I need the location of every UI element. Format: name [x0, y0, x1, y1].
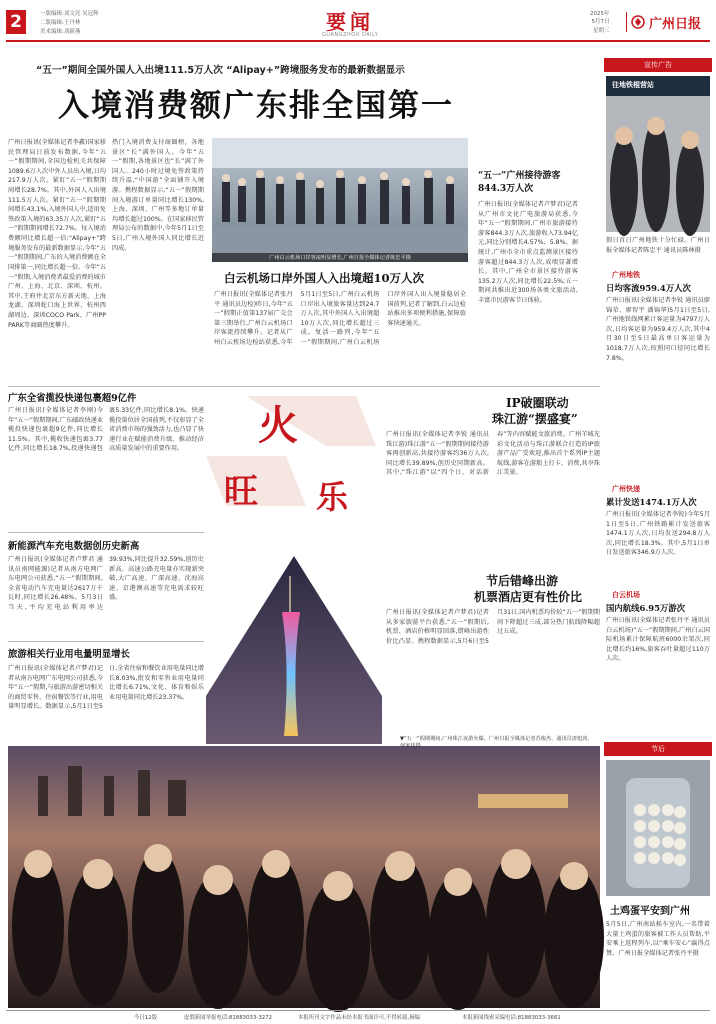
left-art1-title: 广东全省揽投快递包裹超9亿件 — [8, 393, 137, 404]
right-col1-title: “五一”广州接待游客844.3万人次 — [478, 171, 561, 194]
airport-photo-caption: 广州白云机场口岸客流明显增长,广州日报全媒体记者陈忠平摄 — [212, 253, 468, 262]
sidebar-label-ad-text: 宣传广告 — [644, 61, 672, 69]
ip-article-title-2: 珠江游“摆盛宴” — [492, 412, 578, 426]
col1-text: 广州日报讯(全媒体记者李鑫)国家移民管理局日前发布数据,今年“五一”假期期间,全国边检机关共保障1089.6万人次中外人员出入境,日均217.9万人次。紧盯“五一”假期期间增长28.7%。其中,外国人入出境111.5万人次。紧盯“五一”假期期间增长43.1%,入境外国人中,适用免签政策入境的63.35万人次,紧盯“五一”假期期间增长72.7%。每入境消费额同比增长超一倍:“Alipay+”跨境服务发布的最新数据显示,今年“五一”假期期间,广东的入境消费额在全国排第一,同比增长超一倍。今年“五一”假期,入境消费者最爱消费的城市广州、上海、北京、深圳、杭州。其中,王府井北京东方新天地、上海龙湖、深圳蛇口海上世界、杭州西湖周边、深圳COCO Park、广州PP PARK等商圈热度攀升。 — [8, 139, 106, 329]
crowd-photo — [8, 736, 600, 1008]
paper-logo — [626, 12, 711, 32]
date-line: 星期三 — [592, 27, 610, 34]
page-number-badge — [6, 10, 26, 34]
egg-photo-illustration — [606, 760, 710, 896]
divider — [8, 532, 204, 533]
holiday-body: 广州日报讯(全媒体记者卢梦君)记者从多家旅游平台获悉,“五一”假期后,机票、酒店价格明显回落,错峰出游性价比凸显。携程数据显示,5月6日至5月31日,国内机票均价较“五一”假期期间下降超过三成,部分热门航线降幅超过五成。 — [386, 609, 600, 645]
sidebar-label-post — [604, 742, 712, 756]
mid-article-body: 广州日报讯(全媒体记者张丹平 通讯员边检)昨日,今年“五一”假期正值第137届广交会第三期举行,广州白云机场口岸客流持续攀升。记者从广州白云机场边检站获悉,今年5月1日至5日,广州白云机场口岸出入境旅客量达到24.7万人次,其中外国人入出境超10万人次,同比增长超过三成。复活一路列,今年“五一”假期期间,广州白云机场口岸外国人出入境量稳居全国前列,记者了解到,白云边检站推出多项便利措施,保障旅客快速通关。 — [214, 291, 466, 347]
metro-caption: 假日首日广州地铁十分忙碌。广州日报全媒体记者陈忠平 通讯员陈林摄 — [606, 237, 710, 254]
express-headline: 累计发送1474.1万人次 — [606, 497, 697, 507]
editor-line: 一版编辑:刘文亮 吴冠辉 — [40, 11, 99, 17]
paper-name: 广州日报 — [649, 17, 702, 32]
canton-tower-photo — [206, 556, 382, 744]
lead-headline: 入境消费额广东排全国第一 — [58, 88, 454, 124]
express-title: 广州快递 — [612, 485, 640, 493]
express-body: 广州日报讯(全媒体记者李锐)今年5月1日至5日,广州铁路累计发送旅客1474.1万人次,日均发送294.8万人次,同比增长18.3%。其中,5月1日单日发送旅客346.9万人次。 — [606, 511, 710, 557]
editor-line: 美术编辑:刘新燕 — [40, 28, 81, 35]
col2-text: 热门入境消费支付商圈榜。各地景区“长”满外国人。今年“五一”假期,各地景区也“长”满了外国人。240小时过境免签政策持续升温,“中国游”全面铺开入境游。携程数据显示,“五一”假期期间入境游订单量同比增长130%,上海、深圳、广州等多地订单量均增长超过100%。在国家移民管理局公布的数据中,今年5月1日至5日,广州入境外国人同比增长近四成。 — [112, 139, 204, 252]
airport-body: 广州日报讯(全媒体记者张丹平 通讯员白云机场)“五一”假期期间,广州白云国际机场累计保障航班6000余架次,同比增长约16%,旅客吞吐量超过110万人次。 — [606, 617, 710, 663]
lead-kicker: “五一”期间全国外国人入出境111.5万人次 “Alipay+”跨境服务发布的最新数据显示 — [36, 65, 405, 76]
metro-photo — [606, 76, 710, 232]
airport-title: 白云机场 — [612, 591, 640, 599]
divider — [8, 641, 204, 642]
section-title: 要闻 — [326, 10, 374, 34]
holiday-title-1: 节后错峰出游 — [486, 574, 559, 588]
metro-body: 广州日报讯(全媒体记者李锐 通讯员廖锦荣、廖智宇 潘锦华)5月1日至5日,广州地铁线网累计客运量为4797万人次,日均客运量为959.4万人次,其中4月30日至5日最高单日客运量为1018.7万人次,按照同口径同比增长7.8%。 — [606, 297, 710, 362]
airport-photo — [212, 138, 468, 262]
mid-article-title: 白云机场口岸外国人入出境超10万人次 — [224, 271, 425, 285]
date-block — [590, 10, 610, 35]
left-art1-body: 广州日报讯(全媒体记者李刚)今年“五一”假期期间,广东邮政快递业揽投快递包裹超9亿件,同比增长11.5%。其中,揽收快递包裹3.77亿件,同比增长18.7%,投递快递包裹5.33亿件,同比增长8.1%。快递揽投量位居全国前列,不仅彰显了全省消费市场的强劲活力,也凸显了快递行业在赋能消费升级、推动经济高质量发展中的重要作用。 — [8, 407, 204, 453]
sidebar-label-post-text: 节后 — [651, 745, 665, 753]
egg-photo — [606, 760, 710, 896]
festive-banner — [206, 386, 378, 556]
left-art3-body: 广州日报讯(全媒体记者卢梦君)记者从南方电网广东电网公司获悉,今年“五一”假期,与旅游出游密切相关的商贸零售、住宿餐饮等行业,用电量明显增长。数据显示,5月1日至5日,全省住宿和餐饮业用电量同比增长8.03%,批发和零售业用电量同比增长6.71%,文化、体育和娱乐业用电量同比增长23.37%。 — [8, 665, 204, 711]
footer-mid1: 虚假新闻举报电话:81883033-3272 — [184, 1015, 273, 1021]
banner-char-le: 乐 — [316, 478, 349, 516]
page-number: 2 — [10, 12, 22, 32]
left-art3-title: 旅游相关行业用电量明显增长 — [8, 649, 130, 660]
date-line: 5月7日 — [591, 19, 610, 26]
masthead-divider — [6, 40, 710, 42]
footer-mid2: 本报所刊文字作品未经本报书面许可,不得转载,摘编 — [298, 1015, 421, 1021]
banner-char-huo: 火 — [258, 402, 298, 449]
ip-article-title-1: IP破圈联动 — [506, 396, 569, 410]
right-col1-body: 广州日报讯(全媒体记者卢梦君)记者从广州市文化广电旅游局获悉,今年“五一”假期期间,广州市旅游接待游客844.3万人次,旅游收入73.94亿元,同比分别增长4.57%、5.8%。据统计,广州市全市重点监测景区接待游客超过844.3万人次,成绩显著增长。其中,广州全市景区接待游客135.2万人次,同比增长22.5%;五一期间共推出近300场各类文旅活动,丰富市民游客节日体验。 — [478, 201, 578, 305]
left-art2-body: 广州日报讯(全媒体记者卢梦君 通讯员南网能源)记者从南方电网广东电网公司获悉,“五一”假期期间,全省电动汽车充电量达2617万千瓦时,同比增长26.48%。5月3日当天,平均充电站利用率达39.93%,同比提升32.59%,创历史新高。高速公路充电量亦实现新突破,大广高速、广深高速、沈海高速、京港澳高速等充电需求较旺盛。 — [8, 556, 204, 612]
crowd-night-illustration — [8, 746, 600, 1008]
editor-line: 二版编辑:王丹林 — [40, 19, 81, 26]
egg-title: 土鸡蛋平安到广州 — [610, 906, 690, 917]
airport-headline: 国内航线6.95万游次 — [606, 603, 686, 613]
footer-right: 本报新闻线索采编电话:81883033-3661 — [462, 1015, 561, 1021]
editor-list — [40, 10, 99, 36]
metro-sign: 往地铁棍营站 — [612, 81, 654, 89]
left-art2-title: 新能源汽车充电数据创历史新高 — [8, 541, 140, 552]
sidebar — [604, 50, 712, 1010]
egg-body: 5月5日,广州南站候车室内,一名带着大量土鸡蛋的旅客被工作人员帮助,平安乘上返程列车,以“乘车安心”赢得点赞。广州日报全媒体记者张丹平摄 — [606, 921, 710, 957]
metro-headline: 日均客流959.4万人次 — [606, 283, 691, 293]
footer — [6, 1013, 710, 1023]
crowd-photo-caption: ▼“五一”假期期间,广州珠江夜游火爆。广州日报全媒体记者苏俊杰、通讯员唐旭涛、何家伟摄 — [400, 736, 593, 750]
date-line: 2025年 — [590, 11, 610, 17]
sidebar-label-ad — [604, 58, 712, 72]
banner-char-wang: 旺 — [224, 472, 258, 512]
paper-logo-icon — [631, 15, 645, 29]
holiday-title-2: 机票酒店更有性价比 — [474, 590, 583, 604]
footer-left: 今日12版 — [134, 1015, 158, 1021]
metro-photo-illustration — [606, 76, 710, 232]
ip-article-body: 广州日报讯(全媒体记者李锐 通讯员珠江游)珠江游“五一”假期期间接待游客再创新高,共接待游客约36万人次,同比增长39.89%,创历史同期新高。其中,“珠江游”以“四个日、对话新春”等内容赋能文旅消费。广州羊城光彩文化活动与珠江游联合打造的IP旅游产品广受欢迎,推出首个系列IP主题航线,游客在游船上打卡、消费,共享珠江美景。 — [386, 431, 600, 477]
masthead — [0, 0, 716, 50]
canton-tower-night-illustration — [206, 556, 382, 744]
airport-photo-illustration — [212, 138, 468, 262]
metro-title: 广州地铁 — [612, 271, 640, 279]
footer-divider — [6, 1010, 710, 1011]
section-subtitle: GUANGZHOU DAILY — [322, 32, 379, 38]
